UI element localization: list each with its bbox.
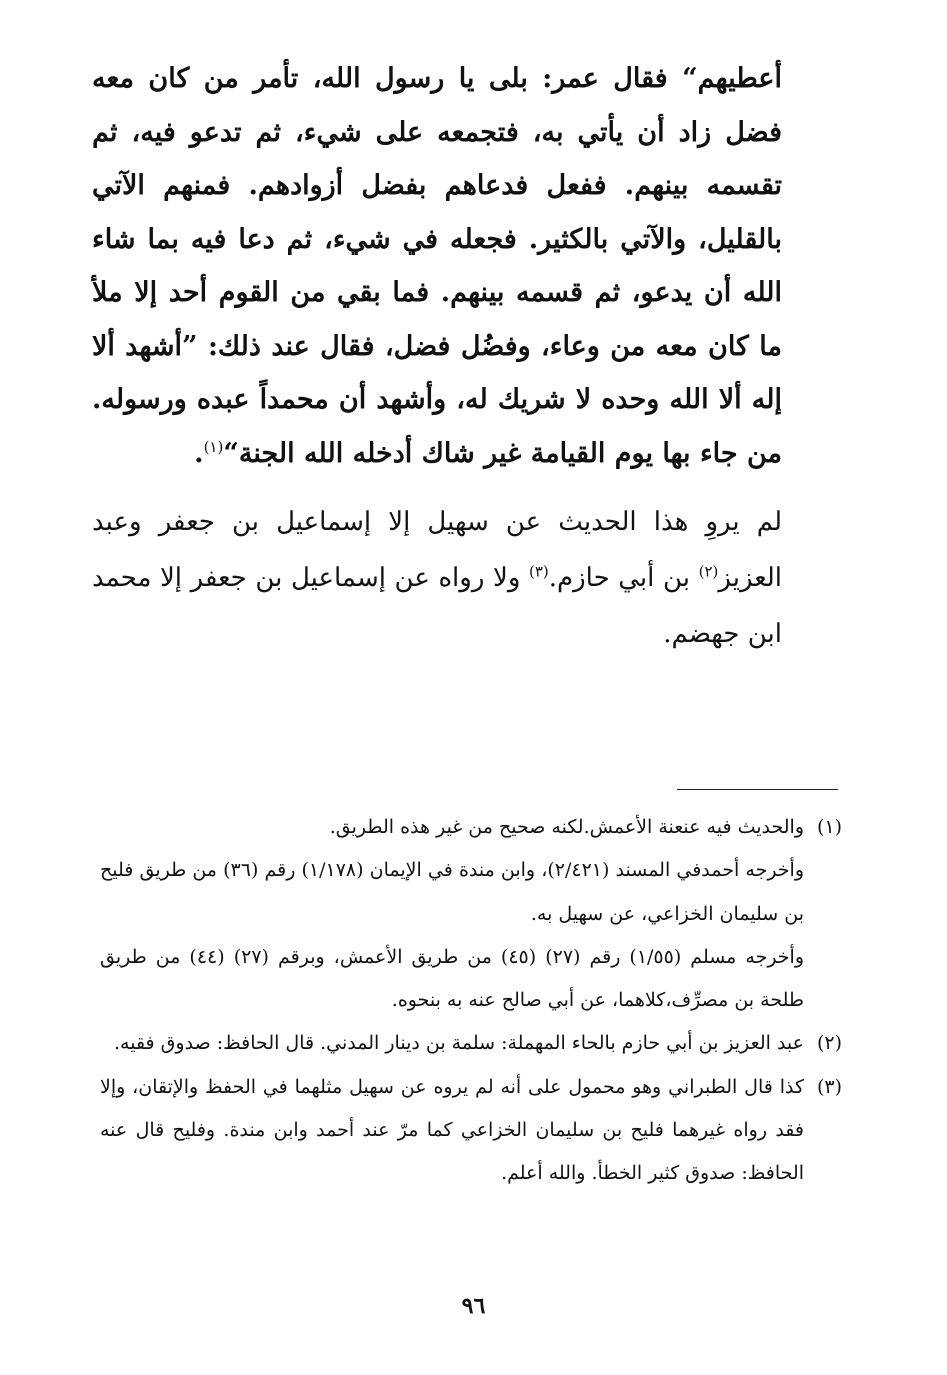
footnote-divider [677,789,838,790]
footnote-1-paragraph-3: وأخرجه مسلم (١/٥٥) رقم (٢٧) (٤٥) من طريق الأعمش، وبرقم (٢٧) (٤٤) من طريق طلحة بن مصرِّف،كلاهما، عن أبي صالح عنه به بنحوه. [100,945,804,1012]
footnote-3-number: (٣) [816,1075,842,1098]
main-text [92,52,782,662]
footnote-ref-1[interactable]: (١) [203,437,224,456]
main-paragraph-2 [92,494,782,662]
main-paragraph-2-text-a: لم يروِ هذا الحديث عن سهيل إلا إسماعيل بن جعفر وعبد العزيز [92,507,782,593]
footnote-3-text: كذا قال الطبراني وهو محمول على أنه لم يروه عن سهيل مثلهما في الحفظ والإتقان، وإلا فقد رواه غيرهما فليح بن سليمان الخزاعي كما مرّ عند أحمد وابن مندة. وفليح قال عنه الحافظ: صدوق كثير الخطأ. والله أعلم. [100,1075,804,1185]
footnote-ref-2[interactable]: (٢) [698,562,719,581]
footnote-2 [100,1022,842,1065]
main-paragraph-1 [92,52,782,480]
footnote-1 [100,806,842,849]
main-paragraph-1-text: أعطيهم“ فقال عمر: بلى يا رسول الله، تأمر من كان معه فضل زاد أن يأتي به، فتجمعه على شيء، ثم تدعو فيه، ثم تقسمه بينهم. ففعل فدعاهم بفضل أزوادهم. فمنهم الآتي بالقليل، والآتي بالكثير. فجعله في شيء، ثم دعا فيه بما شاء الله أن يدعو، ثم قسمه بينهم. فما بقي من القوم أحد إلا ملأ ما كان معه من وعاء، وفضُل فضل، فقال عند ذلك: ”أشهد ألا إله ألا الله وحده لا شريك له، وأشهد أن محمداً عبده ورسوله. من جاء بها يوم القيامة غير شاك أدخله الله الجنة“ [92,63,782,469]
footnote-1-text: والحديث فيه عنعنة الأعمش.لكنه صحيح من غير هذه الطريق. [329,816,804,838]
main-paragraph-2-text-b: بن أبي حازم. [548,563,699,593]
footnote-2-number: (٢) [816,1032,842,1055]
footnotes-section [100,806,842,1196]
page-number: ٩٦ [461,1293,486,1319]
footnote-1-paragraph-2: وأخرجه أحمدفي المسند (٢/٤٢١)، وابن مندة في الإيمان (١/١٧٨) رقم (٣٦) من طريق فليح بن سليمان الخزاعي، عن سهيل به. [100,859,804,925]
footnote-2-text: عبد العزيز بن أبي حازم بالحاء المهملة: سلمة بن دينار المدني. قال الحافظ: صدوق فقيه. [113,1032,804,1055]
main-paragraph-2-text-c: ولا رواه عن إسماعيل بن جعفر إلا محمد ابن جهضم. [92,563,782,649]
footnote-3 [100,1066,842,1196]
footnote-1-number: (١) [816,816,842,838]
main-paragraph-1-end: . [194,437,204,469]
footnote-ref-3[interactable]: (٣) [528,562,549,581]
